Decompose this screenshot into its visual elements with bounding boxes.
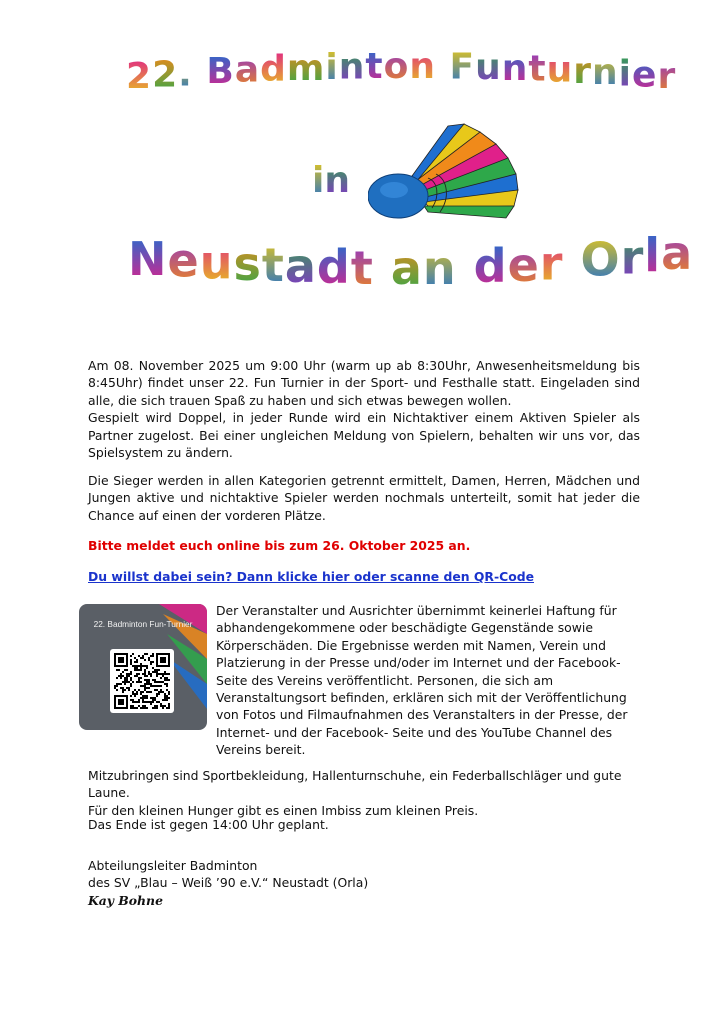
title-letter: d [473, 239, 508, 294]
title-letter: r [657, 56, 677, 97]
end-time-text: Das Ende ist gegen 14:00 Uhr geplant. [88, 817, 329, 832]
title-letter: e [632, 54, 658, 96]
title-letter: i [312, 160, 325, 201]
title-letter: . [178, 53, 193, 95]
title-letter: o [383, 46, 410, 88]
title-letter: F [449, 46, 476, 88]
title-letter: u [475, 47, 502, 89]
title-letter: a [234, 49, 261, 91]
title-letter: B [206, 50, 235, 92]
title-letter: 2 [152, 54, 179, 96]
title-line-3 [128, 226, 694, 296]
registration-link[interactable]: Du willst dabei sein? Dann klicke hier oder scanne den QR-Code [88, 569, 534, 584]
title-letter: e [167, 233, 200, 288]
title-letter: t [350, 240, 374, 295]
title-letter: i [325, 47, 339, 89]
qr-code[interactable] [110, 649, 174, 713]
title-line-1 [126, 46, 677, 97]
signature-name: Kay Bohne [88, 892, 163, 908]
title-letter: d [260, 48, 287, 90]
title-letter: e [507, 237, 540, 292]
signature-block [88, 857, 640, 909]
title-letter: m [286, 47, 326, 89]
intro-paragraph [88, 357, 640, 461]
title-letter: u [546, 49, 574, 91]
signature-role: Abteilungsleiter Badminton [88, 858, 258, 873]
title-letter: n [422, 240, 457, 295]
title-letter [374, 241, 391, 295]
title-letter [563, 235, 580, 289]
title-letter: a [284, 239, 317, 294]
title-letter: r [573, 50, 593, 92]
title-letter: t [528, 48, 547, 90]
title-letter: d [316, 240, 351, 295]
snack-text: Für den kleinen Hunger gibt es einen Imbiss zum kleinen Preis. [88, 802, 479, 818]
title-letter: u [199, 235, 234, 290]
title-letter: 2 [126, 56, 153, 97]
rules-text: Gespielt wird Doppel, in jeder Runde wird ein Nichtaktiver einem Aktiven Spieler als Partner zugelost. Bei einer ungleichen Meldung von Spielern, behalten wir uns vor, das Spielsystem zu ändern. [88, 410, 640, 461]
title-letter: a [661, 226, 694, 280]
title-letter: O [580, 232, 621, 287]
title-letter: N [128, 232, 168, 286]
title-letter [457, 240, 474, 294]
qr-card-title: 22. Badminton Fun-Turnier [93, 619, 193, 629]
title-letter: s [233, 236, 262, 291]
qr-code-icon [114, 653, 170, 709]
title-letter: n [324, 160, 350, 201]
title-letter: n [592, 52, 619, 94]
deadline-notice: Bitte meldet euch online bis zum 26. Oktober 2025 an. [88, 538, 471, 553]
title-letter: t [365, 46, 384, 88]
shuttlecock-icon [368, 118, 528, 224]
bring-along-paragraph [88, 767, 640, 819]
intro-text: Am 08. November 2025 um 9:00 Uhr (warm up ab 8:30Uhr, Anwesenheitsmeldung bis 8:45Uhr) findet unser 22. Fun Turnier in der Sport- und Festhalle statt. Eingeladen sind alle, die sich trauen Spaß zu haben und sich etwas bewegen wollen. [88, 358, 640, 408]
title-letter: t [261, 238, 285, 293]
title-letter: r [539, 236, 564, 291]
qr-code-card[interactable] [79, 604, 207, 730]
categories-paragraph: Die Sieger werden in allen Kategorien getrennt ermittelt, Damen, Herren, Mädchen und Jungen aktive und nichtaktive Spieler werden nochmals unterteilt, somit hat jeder die Chance auf einen der vorderen Plätze. [88, 473, 640, 523]
title-letter [436, 46, 450, 87]
title-letter: r [620, 230, 645, 285]
title-letter: l [644, 228, 662, 283]
title-line-2 [312, 160, 350, 201]
signature-club: des SV „Blau – Weiß ’90 e.V.“ Neustadt (Orla) [88, 875, 369, 891]
title-letter: n [501, 47, 529, 89]
bring-along-text: Mitzubringen sind Sportbekleidung, Hallenturnschuhe, ein Federballschläger und gute Laune. [88, 768, 622, 801]
title-letter: i [618, 53, 633, 95]
title-letter: n [409, 46, 436, 88]
disclaimer-paragraph: Der Veranstalter und Ausrichter übernimmt keinerlei Haftung für abhandengekommene oder beschädigte Gegenstände sowie Körperschäden. Die Ergebnisse werden mit Namen, Verein und Platzierung in der Presse und/oder im Internet und der Facebook- Seite des Vereins veröffentlicht. Personen, die sich am Veranstaltungsort befinden, erklären sich mit der Veröffentlichung von Fotos und Filmaufnahmen des Veranstalters in der Presse, der Internet- und der Facebook- Seite und des YouTube Channel des Vereins bereit. [216, 603, 628, 758]
title-letter: n [338, 46, 366, 88]
title-letter [193, 52, 207, 93]
title-letter: a [390, 241, 423, 296]
